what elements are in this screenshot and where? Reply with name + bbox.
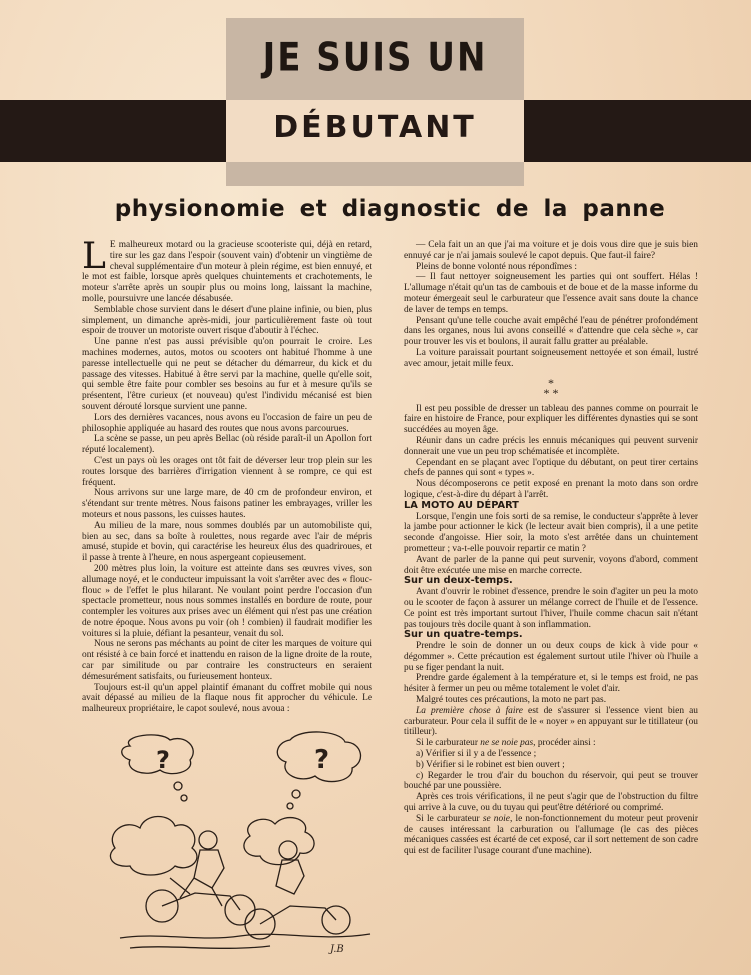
paragraph: Si le carburateur se noie, le non-fonctionnement du moteur peut provenir de causes intéressant la carburation ou l'allumage (le cas des pièces mécaniques cassées est écarté de cet exposé, car il sort nettement de son cadre qui est de faciliter l'usage courant d'une machine). [404,813,699,857]
rider-head [199,831,217,849]
question-mark-right: ? [314,745,330,775]
illustrator-signature: J.B [330,944,344,955]
paragraph: La voiture paraissait pourtant soigneusement nettoyée et son émail, lustré avec amour, jetait mille feux. [404,347,698,369]
paragraph: Avant d'ouvrir le robinet d'essence, prendre le soin d'agiter un peu la moto ou le scooter de façon à assurer un mélange correct de l'huile et de l'essence. Ce point est très important surtout l'hiver, l'huile comme chacun sait n'étant pas toujours très docile quant à son inflammation. [404,587,698,630]
right-column [404,240,698,857]
paragraph: Toujours est-il qu'un appel plaintif émanant du coffret mobile qui nous avait dépassé au milieu de la flaque nous fit approcher du véhicule. Le malheureux propriétaire, le capot soulevé, nous avoua : [82,682,372,715]
paragraph: Une panne n'est pas aussi prévisible qu'on pourrait le croire. Les machines modernes, autos, motos ou scooters ont habitué l'homme à une paresse intellectuelle qui ne peut se détacher du démarreur, du kick et du passage des vitesses. Habitué à être servi par la machine, quelle qu'elle soit, qui semble être faite pour combler ses besoins au fur et à mesure qu'ils se présentent, l'être curieux (et nouveau) qu'est l'individu mécanisé est bien souvent dérouté lorsque survient une panne. [82,337,372,412]
article-headline: physionomie et diagnostic de la panne [114,196,666,222]
paragraph: Lorsque, l'engin une fois sorti de sa remise, le conducteur s'apprête à lever la jambe pour actionner le kick (le lecteur avait bien compris), il a une petite seconde d'angoisse. Hier soir, la moto s'est arrêtée dans un chuintement prometteur ; va-t-elle pouvoir repartir ce matin ? [404,511,698,554]
paragraph: Lors des dernières vacances, nous avons eu l'occasion de faire un peu de philosophie appliquée au hasard des routes que nous avons parcourues. [82,412,372,434]
paragraph: Pensant qu'une telle couche avait empêché l'eau de pénétrer profondément dans les organes, nous lui avons conseillé « d'attendre que cela sèche », car pour trouver les vis et boulons, il aurait fallu gratter au préalable. [404,315,698,348]
question-mark-left: ? [156,746,170,774]
paragraph: Réunir dans un cadre précis les ennuis mécaniques qui peuvent survenir donnerait une vue un peu trop schématisée et incomplète. [404,435,698,457]
paragraph: Nous arrivons sur une large mare, de 40 cm de profondeur environ, et s'étendant sur trente mètres. Nous faisons patiner les embrayages, vriller les moteurs et nous passons, les cuisses hautes. [82,488,372,520]
paragraph: L E malheureux motard ou la gracieuse scooteriste qui, déjà en retard, tire sur les gaz dans l'espoir (souvent vain) d'obtenir un vingtième de cheval supplémentaire d'un moteur à plein régime, est bien ennuyé, et le mot est faible, lorsque après quelques chuintements et crachotements, le moteur s'arrête après un soupir plus ou moins long, laissant la machine, molle, poursuivre une lancée désabusée. [82,236,372,304]
rider-head [279,841,297,859]
drop-cap: L [82,236,106,277]
paragraph: Il est peu possible de dresser un tableau des pannes comme on pourrait le faire en histoire de France, pour expliquer les différentes dynasties qui se sont succédées au moyen âge. [404,403,698,436]
title-line-1: JE SUIS UN [262,35,488,81]
title-grey-block-lower [226,162,524,186]
section-heading: LA MOTO AU DÉPART [404,499,519,511]
paragraph: Si le carburateur ne se noie pas, procéder ainsi : [416,738,596,749]
splash-cloud [244,818,314,865]
paragraph: Semblable chose survient dans le désert d'une plaine infinie, ou bien, plus simplement, un dimanche après-midi, jour particulièrement faste où tout espoir de trouver un motoriste ouvert risque d'aboutir à l'échec. [82,304,372,337]
paragraph: Nous décomposerons ce petit exposé en prenant la moto dans son ordre logique, c'est-à-dire du départ à l'arrêt. [404,479,698,500]
list-item: b) Vérifier si le robinet est bien ouvert ; [416,759,565,770]
paragraph: Pleins de bonne volonté nous répondîmes : [416,261,577,272]
paragraph: Prendre garde également à la température et, si le temps est froid, ne pas hésiter à fermer un peu ou même totalement le volet d'air. [404,673,698,695]
paragraph: C'est un pays où les orages ont tôt fait de déverser leur trop plein sur les routes lorsque des barrières d'irrigation viennent à se rompre, ce qui est fréquent. [82,455,372,488]
paragraph: — Cela fait un an que j'ai ma voiture et je dois vous dire que je suis bien ennuyé car je n'ai jamais soulevé le capot depuis. Que faut-il faire? [404,240,698,261]
paragraph: Malgré toutes ces précautions, la moto ne part pas. [416,695,607,706]
paragraph: Au milieu de la mare, nous sommes doublés par un automobiliste qui, bien au sec, dans sa boîte à roulettes, nous regarde avec l'air de mépris amusé, stupide et bovin, qui caractérise les heureux élus des quadriroues, et il passe à trente à l'heure, en nous aspergeant copieusement. [82,520,372,564]
paragraph: 200 mètres plus loin, la voiture est atteinte dans ses œuvres vives, son allumage noyé, et le conducteur impuissant la voit s'arrêter avec des « flouc-flouc » de l'effet le plus hilarant. Ne voulant point perdre l'occasion d'un spectacle prometteur, nous nous sommes installés en bordure de route, pour contempler les voitures aux prises avec un élément qui n'est pas une création de notre époque. Nous avons pu voir (oh ! combien) il faudrait modifier les voitures si la pluie, défiant la pesanteur, venait du sol. [82,563,372,639]
paragraph: Prendre le soin de donner un ou deux coups de kick à vide pour « dégommer ». Cette précaution est également surtout utile l'hiver où l'huile a pu se figer pendant la nuit. [404,641,698,673]
paragraph: Avant de parler de la panne qui peut survenir, voyons d'abord, comment doit être exécutée une mise en marche correcte. [404,554,698,576]
paragraph: Nous ne serons pas méchants au point de citer les marques de voiture qui ont résisté à ce bain forcé et inattendu en raison de la ligne droite de la route, car par similitude ou par contraire les constructeurs en seraient démesurément satisfaits, ou furieusement honteux. [82,639,372,682]
left-column [82,236,372,715]
title-line-2: DÉBUTANT [273,110,477,145]
splash-cloud [110,816,197,875]
paragraph: Cependant en se plaçant avec l'optique du débutant, on peut tirer certains chefs de pannes qui sont « types ». [404,457,698,479]
list-item: a) Vérifier si il y a de l'essence ; [416,749,537,760]
list-item: c) Regarder le trou d'air du bouchon du réservoir, qui peut se trouver bouché par une poussière. [404,770,698,792]
motorcycle-illustration [100,728,380,958]
section-heading: Sur un quatre-temps. [404,629,523,641]
paragraph: Après ces trois vérifications, il ne peut s'agir que de l'obstruction du filtre qui arrive à la cuve, ou du tuyau qui peut'être détérioré ou comprimé. [404,792,698,814]
section-separator: * * * [543,375,559,400]
paragraph: La première chose à faire est de s'assurer si l'essence vient bien au carburateur. Pour cela il suffit de le « noyer » en appuyant sur le titillateur (ou titilleur). [404,705,698,738]
section-heading: Sur un deux-temps. [404,575,513,587]
water-line [120,934,370,938]
paragraph: La scène se passe, un peu après Bellac (où réside paraît-il un Apollon fort réputé localement). [82,434,372,456]
paragraph: — Il faut nettoyer soigneusement les parties qui ont souffert. Hélas ! L'allumage n'était qu'un tas de cambouis et de boue et de la masse informe du moteur émergeait seul le carburateur que l'essence avait sans doute la chance de laver de temps en temps. [404,272,698,315]
check-list [404,749,698,792]
